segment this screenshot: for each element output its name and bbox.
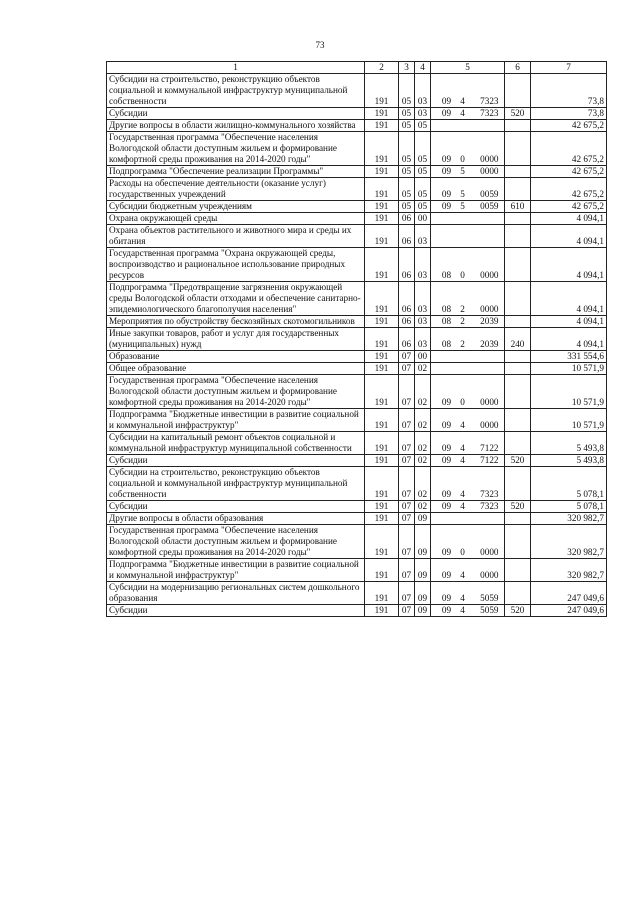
row-name-cell: Субсидии бюджетным учреждениям <box>107 201 365 213</box>
amount-cell: 42 675,2 <box>531 166 607 178</box>
ministry-code-cell: 191 <box>365 120 399 132</box>
direction-code: 2039 <box>480 316 499 326</box>
row-name-cell: Государственная программа "Обеспечение населения Вологодской области доступным жильем и формирование комфортной среды проживания на 2014-2020 годы" <box>107 525 365 559</box>
target-article-cell <box>431 328 505 351</box>
section-code-cell: 07 <box>399 513 415 525</box>
expense-type-cell <box>505 248 531 282</box>
expense-type-cell <box>505 375 531 409</box>
row-name-cell: Субсидии <box>107 455 365 467</box>
section-code-cell: 06 <box>399 213 415 225</box>
direction-code: 0000 <box>480 304 499 314</box>
amount-cell: 42 675,2 <box>531 178 607 201</box>
subsection-code-cell: 09 <box>415 582 431 605</box>
subsection-code-cell: 09 <box>415 559 431 582</box>
amount-cell: 4 094,1 <box>531 248 607 282</box>
amount-cell: 4 094,1 <box>531 213 607 225</box>
table-row <box>107 328 607 351</box>
amount-cell: 320 982,7 <box>531 525 607 559</box>
subsection-code-cell: 02 <box>415 363 431 375</box>
direction-code: 7323 <box>480 501 499 511</box>
table-row <box>107 432 607 455</box>
expense-type-cell: 520 <box>505 108 531 120</box>
section-code-cell: 07 <box>399 375 415 409</box>
direction-code: 7122 <box>480 443 499 453</box>
row-name-cell: Субсидии на строительство, реконструкцию объектов социальной и коммунальной инфраструктур муниципальной собственности <box>107 467 365 501</box>
section-code-cell: 06 <box>399 282 415 316</box>
section-code-cell: 07 <box>399 525 415 559</box>
row-name-cell: Субсидии <box>107 605 365 617</box>
ministry-code-cell: 191 <box>365 409 399 432</box>
program-code: 09 <box>441 570 452 580</box>
section-code-cell: 06 <box>399 328 415 351</box>
ministry-code-cell: 191 <box>365 282 399 316</box>
expense-type-cell <box>505 559 531 582</box>
ministry-code-cell: 191 <box>365 316 399 328</box>
header-cell: 3 <box>399 62 415 74</box>
subsection-code-cell: 09 <box>415 513 431 525</box>
direction-code: 0000 <box>480 547 499 557</box>
amount-cell: 4 094,1 <box>531 282 607 316</box>
amount-cell: 73,8 <box>531 74 607 108</box>
direction-code: 7323 <box>480 108 499 118</box>
amount-cell: 10 571,9 <box>531 363 607 375</box>
subprogram-code: 5 <box>460 189 465 199</box>
section-code-cell: 07 <box>399 409 415 432</box>
program-code: 09 <box>441 397 452 407</box>
ministry-code-cell: 191 <box>365 166 399 178</box>
section-code-cell: 07 <box>399 605 415 617</box>
table-row <box>107 108 607 120</box>
row-name-cell: Охрана окружающей среды <box>107 213 365 225</box>
amount-cell: 331 554,6 <box>531 351 607 363</box>
expense-type-cell: 610 <box>505 201 531 213</box>
amount-cell: 320 982,7 <box>531 559 607 582</box>
direction-code: 7323 <box>480 489 499 499</box>
subprogram-code: 4 <box>460 96 465 106</box>
table-row <box>107 351 607 363</box>
budget-table <box>106 61 607 617</box>
table-row <box>107 132 607 166</box>
program-code: 09 <box>441 443 452 453</box>
target-article-cell <box>431 525 505 559</box>
amount-cell: 42 675,2 <box>531 201 607 213</box>
amount-cell: 4 094,1 <box>531 225 607 248</box>
direction-code: 0000 <box>480 270 499 280</box>
direction-code: 0000 <box>480 420 499 430</box>
expense-type-cell <box>505 120 531 132</box>
row-name-cell: Другие вопросы в области образования <box>107 513 365 525</box>
target-article-cell <box>431 282 505 316</box>
expense-type-cell <box>505 351 531 363</box>
target-article-cell <box>431 513 505 525</box>
subsection-code-cell: 09 <box>415 605 431 617</box>
program-code: 09 <box>441 420 452 430</box>
section-code-cell: 06 <box>399 248 415 282</box>
row-name-cell: Государственная программа "Обеспечение населения Вологодской области доступным жильем и формирование комфортной среды проживания на 2014-2020 годы" <box>107 132 365 166</box>
ministry-code-cell: 191 <box>365 455 399 467</box>
table-row <box>107 225 607 248</box>
target-article-cell <box>431 108 505 120</box>
header-cell: 6 <box>505 62 531 74</box>
program-code: 08 <box>441 339 452 349</box>
subsection-code-cell: 02 <box>415 375 431 409</box>
section-code-cell: 05 <box>399 108 415 120</box>
target-article-cell <box>431 455 505 467</box>
direction-code: 7122 <box>480 455 499 465</box>
subprogram-code: 4 <box>460 570 465 580</box>
table-row <box>107 316 607 328</box>
program-code: 09 <box>441 154 452 164</box>
expense-type-cell <box>505 213 531 225</box>
target-article-cell <box>431 178 505 201</box>
row-name-cell: Другие вопросы в области жилищно-коммунального хозяйства <box>107 120 365 132</box>
table-row <box>107 363 607 375</box>
ministry-code-cell: 191 <box>365 582 399 605</box>
section-code-cell: 07 <box>399 582 415 605</box>
subsection-code-cell: 03 <box>415 328 431 351</box>
subsection-code-cell: 03 <box>415 248 431 282</box>
direction-code: 0000 <box>480 570 499 580</box>
program-code: 09 <box>441 166 452 176</box>
table-row <box>107 375 607 409</box>
expense-type-cell <box>505 316 531 328</box>
subsection-code-cell: 02 <box>415 467 431 501</box>
ministry-code-cell: 191 <box>365 559 399 582</box>
subsection-code-cell: 02 <box>415 432 431 455</box>
row-name-cell: Подпрограмма "Обеспечение реализации Программы" <box>107 166 365 178</box>
amount-cell: 5 078,1 <box>531 467 607 501</box>
program-code: 09 <box>441 605 452 615</box>
program-code: 08 <box>441 270 452 280</box>
expense-type-cell: 520 <box>505 455 531 467</box>
subsection-code-cell: 02 <box>415 455 431 467</box>
amount-cell: 42 675,2 <box>531 132 607 166</box>
ministry-code-cell: 191 <box>365 351 399 363</box>
target-article-cell <box>431 605 505 617</box>
direction-code: 0000 <box>480 166 499 176</box>
subprogram-code: 5 <box>460 166 465 176</box>
subsection-code-cell: 03 <box>415 74 431 108</box>
subprogram-code: 2 <box>460 304 465 314</box>
direction-code: 0000 <box>480 397 499 407</box>
ministry-code-cell: 191 <box>365 328 399 351</box>
table-row <box>107 455 607 467</box>
subprogram-code: 5 <box>460 201 465 211</box>
program-code: 09 <box>441 593 452 603</box>
expense-type-cell <box>505 178 531 201</box>
subsection-code-cell: 03 <box>415 282 431 316</box>
section-code-cell: 06 <box>399 225 415 248</box>
subsection-code-cell: 02 <box>415 501 431 513</box>
amount-cell: 5 078,1 <box>531 501 607 513</box>
expense-type-cell <box>505 525 531 559</box>
row-name-cell: Образование <box>107 351 365 363</box>
table-row <box>107 467 607 501</box>
subprogram-code: 4 <box>460 420 465 430</box>
target-article-cell <box>431 166 505 178</box>
header-cell: 7 <box>531 62 607 74</box>
table-row <box>107 501 607 513</box>
subprogram-code: 4 <box>460 501 465 511</box>
amount-cell: 247 049,6 <box>531 582 607 605</box>
subsection-code-cell: 05 <box>415 178 431 201</box>
subsection-code-cell: 03 <box>415 108 431 120</box>
target-article-cell <box>431 501 505 513</box>
table-row <box>107 513 607 525</box>
amount-cell: 5 493,8 <box>531 455 607 467</box>
section-code-cell: 05 <box>399 201 415 213</box>
target-article-cell <box>431 467 505 501</box>
row-name-cell: Подпрограмма "Предотвращение загрязнения окружающей среды Вологодской области отходами и обеспечение санитарно-эпидемиологического благополучия населения" <box>107 282 365 316</box>
table-row <box>107 559 607 582</box>
section-code-cell: 07 <box>399 455 415 467</box>
subprogram-code: 0 <box>460 154 465 164</box>
amount-cell: 4 094,1 <box>531 328 607 351</box>
table-row <box>107 213 607 225</box>
ministry-code-cell: 191 <box>365 467 399 501</box>
subprogram-code: 4 <box>460 605 465 615</box>
subsection-code-cell: 05 <box>415 166 431 178</box>
row-name-cell: Государственная программа "Обеспечение населения Вологодской области доступным жильем и формирование комфортной среды проживания на 2014-2020 годы" <box>107 375 365 409</box>
amount-cell: 10 571,9 <box>531 409 607 432</box>
row-name-cell: Охрана объектов растительного и животного мира и среды их обитания <box>107 225 365 248</box>
program-code: 08 <box>441 304 452 314</box>
direction-code: 5059 <box>480 605 499 615</box>
target-article-cell <box>431 559 505 582</box>
section-code-cell: 07 <box>399 432 415 455</box>
program-code: 08 <box>441 316 452 326</box>
expense-type-cell: 520 <box>505 501 531 513</box>
ministry-code-cell: 191 <box>365 363 399 375</box>
header-cell: 4 <box>415 62 431 74</box>
ministry-code-cell: 191 <box>365 225 399 248</box>
expense-type-cell: 240 <box>505 328 531 351</box>
ministry-code-cell: 191 <box>365 248 399 282</box>
direction-code: 0059 <box>480 201 499 211</box>
row-name-cell: Субсидии на строительство, реконструкцию объектов социальной и коммунальной инфраструктур муниципальной собственности <box>107 74 365 108</box>
subprogram-code: 4 <box>460 489 465 499</box>
expense-type-cell: 520 <box>505 605 531 617</box>
amount-cell: 5 493,8 <box>531 432 607 455</box>
header-cell: 1 <box>107 62 365 74</box>
ministry-code-cell: 191 <box>365 375 399 409</box>
target-article-cell <box>431 225 505 248</box>
subsection-code-cell: 00 <box>415 351 431 363</box>
subsection-code-cell: 03 <box>415 225 431 248</box>
amount-cell: 73,8 <box>531 108 607 120</box>
ministry-code-cell: 191 <box>365 132 399 166</box>
ministry-code-cell: 191 <box>365 525 399 559</box>
subsection-code-cell: 05 <box>415 201 431 213</box>
amount-cell: 42 675,2 <box>531 120 607 132</box>
target-article-cell <box>431 201 505 213</box>
row-name-cell: Субсидии <box>107 501 365 513</box>
program-code: 09 <box>441 108 452 118</box>
amount-cell: 10 571,9 <box>531 375 607 409</box>
target-article-cell <box>431 213 505 225</box>
row-name-cell: Субсидии на капитальный ремонт объектов социальной и коммунальной инфраструктур муниципальной собственности <box>107 432 365 455</box>
program-code: 09 <box>441 96 452 106</box>
expense-type-cell <box>505 513 531 525</box>
expense-type-cell <box>505 132 531 166</box>
table-row <box>107 166 607 178</box>
ministry-code-cell: 191 <box>365 513 399 525</box>
row-name-cell: Государственная программа "Охрана окружающей среды, воспроизводство и рациональное использование природных ресурсов <box>107 248 365 282</box>
ministry-code-cell: 191 <box>365 605 399 617</box>
row-name-cell: Субсидии <box>107 108 365 120</box>
direction-code: 2039 <box>480 339 499 349</box>
section-code-cell: 07 <box>399 467 415 501</box>
expense-type-cell <box>505 166 531 178</box>
ministry-code-cell: 191 <box>365 178 399 201</box>
subprogram-code: 0 <box>460 270 465 280</box>
target-article-cell <box>431 363 505 375</box>
table-row <box>107 605 607 617</box>
direction-code: 5059 <box>480 593 499 603</box>
table-row <box>107 248 607 282</box>
target-article-cell <box>431 248 505 282</box>
target-article-cell <box>431 74 505 108</box>
ministry-code-cell: 191 <box>365 501 399 513</box>
subprogram-code: 0 <box>460 547 465 557</box>
target-article-cell <box>431 132 505 166</box>
expense-type-cell <box>505 409 531 432</box>
expense-type-cell <box>505 225 531 248</box>
section-code-cell: 05 <box>399 178 415 201</box>
header-cell: 2 <box>365 62 399 74</box>
section-code-cell: 06 <box>399 316 415 328</box>
program-code: 09 <box>441 189 452 199</box>
expense-type-cell <box>505 363 531 375</box>
ministry-code-cell: 191 <box>365 74 399 108</box>
target-article-cell <box>431 409 505 432</box>
row-name-cell: Общее образование <box>107 363 365 375</box>
row-name-cell: Подпрограмма "Бюджетные инвестиции в развитие социальной и коммунальной инфраструктур" <box>107 409 365 432</box>
section-code-cell: 05 <box>399 74 415 108</box>
ministry-code-cell: 191 <box>365 432 399 455</box>
subprogram-code: 4 <box>460 443 465 453</box>
row-name-cell: Подпрограмма "Бюджетные инвестиции в развитие социальной и коммунальной инфраструктур" <box>107 559 365 582</box>
subprogram-code: 4 <box>460 593 465 603</box>
program-code: 09 <box>441 501 452 511</box>
subsection-code-cell: 03 <box>415 316 431 328</box>
table-header-row <box>107 62 607 74</box>
direction-code: 0000 <box>480 154 499 164</box>
amount-cell: 320 982,7 <box>531 513 607 525</box>
section-code-cell: 05 <box>399 120 415 132</box>
section-code-cell: 07 <box>399 559 415 582</box>
target-article-cell <box>431 432 505 455</box>
subprogram-code: 2 <box>460 339 465 349</box>
table-row <box>107 282 607 316</box>
amount-cell: 4 094,1 <box>531 316 607 328</box>
program-code: 09 <box>441 455 452 465</box>
section-code-cell: 07 <box>399 351 415 363</box>
target-article-cell <box>431 351 505 363</box>
row-name-cell: Мероприятия по обустройству бескозяйных скотомогильников <box>107 316 365 328</box>
table-row <box>107 525 607 559</box>
ministry-code-cell: 191 <box>365 213 399 225</box>
row-name-cell: Иные закупки товаров, работ и услуг для государственных (муниципальных) нужд <box>107 328 365 351</box>
table-row <box>107 74 607 108</box>
section-code-cell: 05 <box>399 166 415 178</box>
expense-type-cell <box>505 282 531 316</box>
program-code: 09 <box>441 201 452 211</box>
subprogram-code: 2 <box>460 316 465 326</box>
subsection-code-cell: 05 <box>415 132 431 166</box>
amount-cell: 247 049,6 <box>531 605 607 617</box>
ministry-code-cell: 191 <box>365 108 399 120</box>
subprogram-code: 4 <box>460 108 465 118</box>
row-name-cell: Расходы на обеспечение деятельности (оказание услуг) государственных учреждений <box>107 178 365 201</box>
target-article-cell <box>431 582 505 605</box>
direction-code: 0059 <box>480 189 499 199</box>
section-code-cell: 07 <box>399 501 415 513</box>
subsection-code-cell: 00 <box>415 213 431 225</box>
target-article-cell <box>431 120 505 132</box>
expense-type-cell <box>505 432 531 455</box>
row-name-cell: Субсидии на модернизацию региональных систем дошкольного образования <box>107 582 365 605</box>
table-row <box>107 178 607 201</box>
expense-type-cell <box>505 467 531 501</box>
target-article-cell <box>431 375 505 409</box>
subsection-code-cell: 09 <box>415 525 431 559</box>
section-code-cell: 05 <box>399 132 415 166</box>
expense-type-cell <box>505 582 531 605</box>
subprogram-code: 0 <box>460 397 465 407</box>
direction-code: 7323 <box>480 96 499 106</box>
target-article-cell <box>431 316 505 328</box>
table-row <box>107 582 607 605</box>
table-row <box>107 409 607 432</box>
program-code: 09 <box>441 547 452 557</box>
table-row <box>107 201 607 213</box>
section-code-cell: 07 <box>399 363 415 375</box>
program-code: 09 <box>441 489 452 499</box>
subprogram-code: 4 <box>460 455 465 465</box>
page-number: 73 <box>315 40 325 50</box>
header-cell: 5 <box>431 62 505 74</box>
subsection-code-cell: 02 <box>415 409 431 432</box>
expense-type-cell <box>505 74 531 108</box>
ministry-code-cell: 191 <box>365 201 399 213</box>
subsection-code-cell: 05 <box>415 120 431 132</box>
table-row <box>107 120 607 132</box>
